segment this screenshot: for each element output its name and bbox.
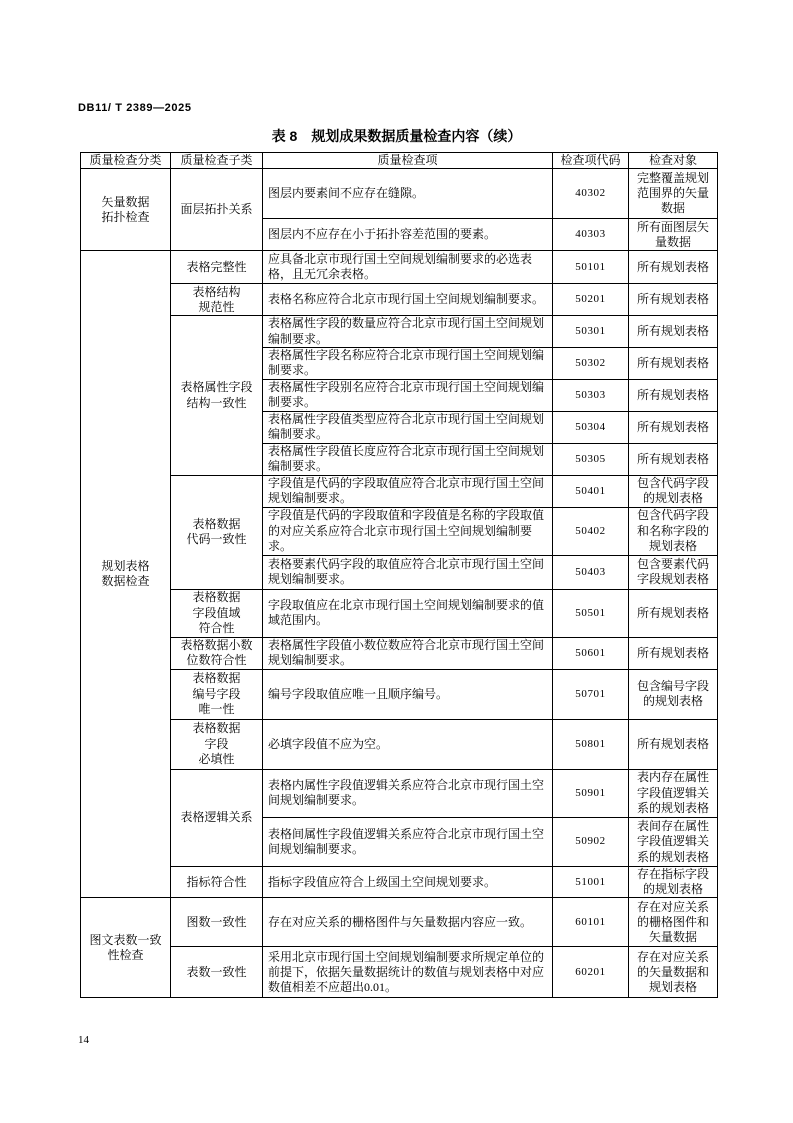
check-code-cell: 50501 <box>553 589 629 637</box>
table-row <box>81 475 718 507</box>
document-code-header: DB11/ T 2389—2025 <box>78 102 192 114</box>
subcategory-cell: 面层拓扑关系 <box>171 169 263 251</box>
check-object-cell: 所有规划表格 <box>629 284 718 316</box>
check-code-cell: 50701 <box>553 669 629 719</box>
check-object-cell: 包含代码字段和名称字段的规划表格 <box>629 507 718 555</box>
check-item-cell: 表格间属性字段值逻辑关系应符合北京市现行国土空间规划编制要求。 <box>263 817 553 866</box>
check-code-cell: 50301 <box>553 316 629 348</box>
check-code-cell: 50302 <box>553 347 629 379</box>
column-header-subcategory: 质量检查子类 <box>171 153 263 169</box>
check-object-cell: 所有规划表格 <box>629 379 718 411</box>
subcategory-cell: 表格数据 代码一致性 <box>171 475 263 589</box>
check-object-cell: 所有规划表格 <box>629 719 718 769</box>
subcategory-cell: 表格完整性 <box>171 251 263 284</box>
check-object-cell: 存在指标字段的规划表格 <box>629 866 718 898</box>
subcategory-cell: 表格结构 规范性 <box>171 284 263 316</box>
table-row <box>81 589 718 637</box>
category-cell: 矢量数据 拓扑检查 <box>81 169 171 251</box>
table-title: 表 8 规划成果数据质量检查内容（续） <box>271 128 522 144</box>
check-object-cell: 存在对应关系的矢量数据和规划表格 <box>629 947 718 998</box>
check-item-cell: 表格属性字段的数量应符合北京市现行国土空间规划编制要求。 <box>263 316 553 348</box>
table-row <box>81 719 718 769</box>
check-object-cell: 包含要素代码字段规划表格 <box>629 555 718 589</box>
check-object-cell: 所有面图层矢量数据 <box>629 219 718 251</box>
check-code-cell: 50901 <box>553 769 629 817</box>
check-item-cell: 图层内不应存在小于拓扑容差范围的要素。 <box>263 219 553 251</box>
check-item-cell: 字段值是代码的字段取值和字段值是名称的字段取值的对应关系应符合北京市现行国土空间规划编制要求。 <box>263 507 553 555</box>
check-item-cell: 表格属性字段名称应符合北京市现行国土空间规划编制要求。 <box>263 347 553 379</box>
check-object-cell: 包含代码字段的规划表格 <box>629 475 718 507</box>
subcategory-cell: 表数一致性 <box>171 947 263 998</box>
check-object-cell: 表内存在属性字段值逻辑关系的规划表格 <box>629 769 718 817</box>
column-header-check-code: 检查项代码 <box>553 153 629 169</box>
category-cell: 图文表数一致 性检查 <box>81 898 171 998</box>
table-header-row <box>81 153 718 169</box>
check-code-cell: 50402 <box>553 507 629 555</box>
check-item-cell: 表格属性字段值长度应符合北京市现行国土空间规划编制要求。 <box>263 443 553 475</box>
table-row <box>81 669 718 719</box>
check-code-cell: 50401 <box>553 475 629 507</box>
check-object-cell: 包含编号字段的规划表格 <box>629 669 718 719</box>
check-item-cell: 表格属性字段别名应符合北京市现行国土空间规划编制要求。 <box>263 379 553 411</box>
check-code-cell: 50201 <box>553 284 629 316</box>
check-item-cell: 指标字段值应符合上级国土空间规划要求。 <box>263 866 553 898</box>
subcategory-cell: 指标符合性 <box>171 866 263 898</box>
check-item-cell: 表格内属性字段值逻辑关系应符合北京市现行国土空间规划编制要求。 <box>263 769 553 817</box>
check-object-cell: 所有规划表格 <box>629 316 718 348</box>
subcategory-cell: 表格属性字段 结构一致性 <box>171 316 263 476</box>
check-item-cell: 表格属性字段值类型应符合北京市现行国土空间规划编制要求。 <box>263 411 553 443</box>
check-object-cell: 所有规划表格 <box>629 251 718 284</box>
table-row <box>81 316 718 348</box>
check-object-cell: 完整覆盖规划范围界的矢量数据 <box>629 169 718 219</box>
check-code-cell: 50801 <box>553 719 629 769</box>
table-row <box>81 947 718 998</box>
check-object-cell: 所有规划表格 <box>629 443 718 475</box>
check-code-cell: 40302 <box>553 169 629 219</box>
check-item-cell: 应具备北京市现行国土空间规划编制要求的必选表格，且无冗余表格。 <box>263 251 553 284</box>
check-item-cell: 采用北京市现行国土空间规划编制要求所规定单位的前提下，依据矢量数据统计的数值与规划表格中对应数值相差不应超出0.01。 <box>263 947 553 998</box>
check-code-cell: 50305 <box>553 443 629 475</box>
table-row <box>81 169 718 219</box>
quality-check-table <box>80 152 718 998</box>
check-item-cell: 编号字段取值应唯一且顺序编号。 <box>263 669 553 719</box>
check-item-cell: 表格属性字段值小数位数应符合北京市现行国土空间规划编制要求。 <box>263 637 553 669</box>
category-cell: 规划表格 数据检查 <box>81 251 171 898</box>
check-object-cell: 所有规划表格 <box>629 589 718 637</box>
check-code-cell: 50403 <box>553 555 629 589</box>
page-number: 14 <box>78 1034 89 1046</box>
check-object-cell: 所有规划表格 <box>629 637 718 669</box>
subcategory-cell: 表格数据 字段 必填性 <box>171 719 263 769</box>
check-code-cell: 50304 <box>553 411 629 443</box>
subcategory-cell: 表格数据 字段值域 符合性 <box>171 589 263 637</box>
check-code-cell: 50601 <box>553 637 629 669</box>
check-object-cell: 所有规划表格 <box>629 411 718 443</box>
check-item-cell: 表格名称应符合北京市现行国土空间规划编制要求。 <box>263 284 553 316</box>
subcategory-cell: 图数一致性 <box>171 898 263 947</box>
column-header-category: 质量检查分类 <box>81 153 171 169</box>
table-row <box>81 866 718 898</box>
check-code-cell: 50303 <box>553 379 629 411</box>
check-item-cell: 字段值是代码的字段取值应符合北京市现行国土空间规划编制要求。 <box>263 475 553 507</box>
check-code-cell: 40303 <box>553 219 629 251</box>
check-code-cell: 50902 <box>553 817 629 866</box>
check-object-cell: 表间存在属性字段值逻辑关系的规划表格 <box>629 817 718 866</box>
check-item-cell: 表格要素代码字段的取值应符合北京市现行国土空间规划编制要求。 <box>263 555 553 589</box>
check-object-cell: 所有规划表格 <box>629 347 718 379</box>
table-row <box>81 284 718 316</box>
subcategory-cell: 表格数据小数 位数符合性 <box>171 637 263 669</box>
check-object-cell: 存在对应关系的栅格图件和矢量数据 <box>629 898 718 947</box>
check-item-cell: 图层内要素间不应存在缝隙。 <box>263 169 553 219</box>
table-row <box>81 637 718 669</box>
check-code-cell: 50101 <box>553 251 629 284</box>
check-item-cell: 存在对应关系的栅格图件与矢量数据内容应一致。 <box>263 898 553 947</box>
table-row <box>81 251 718 284</box>
subcategory-cell: 表格数据 编号字段 唯一性 <box>171 669 263 719</box>
subcategory-cell: 表格逻辑关系 <box>171 769 263 866</box>
check-code-cell: 60201 <box>553 947 629 998</box>
check-code-cell: 60101 <box>553 898 629 947</box>
table-row <box>81 769 718 817</box>
check-item-cell: 必填字段值不应为空。 <box>263 719 553 769</box>
table-row <box>81 898 718 947</box>
check-item-cell: 字段取值应在北京市现行国土空间规划编制要求的值域范围内。 <box>263 589 553 637</box>
column-header-check-item: 质量检查项 <box>263 153 553 169</box>
check-code-cell: 51001 <box>553 866 629 898</box>
column-header-check-object: 检查对象 <box>629 153 718 169</box>
